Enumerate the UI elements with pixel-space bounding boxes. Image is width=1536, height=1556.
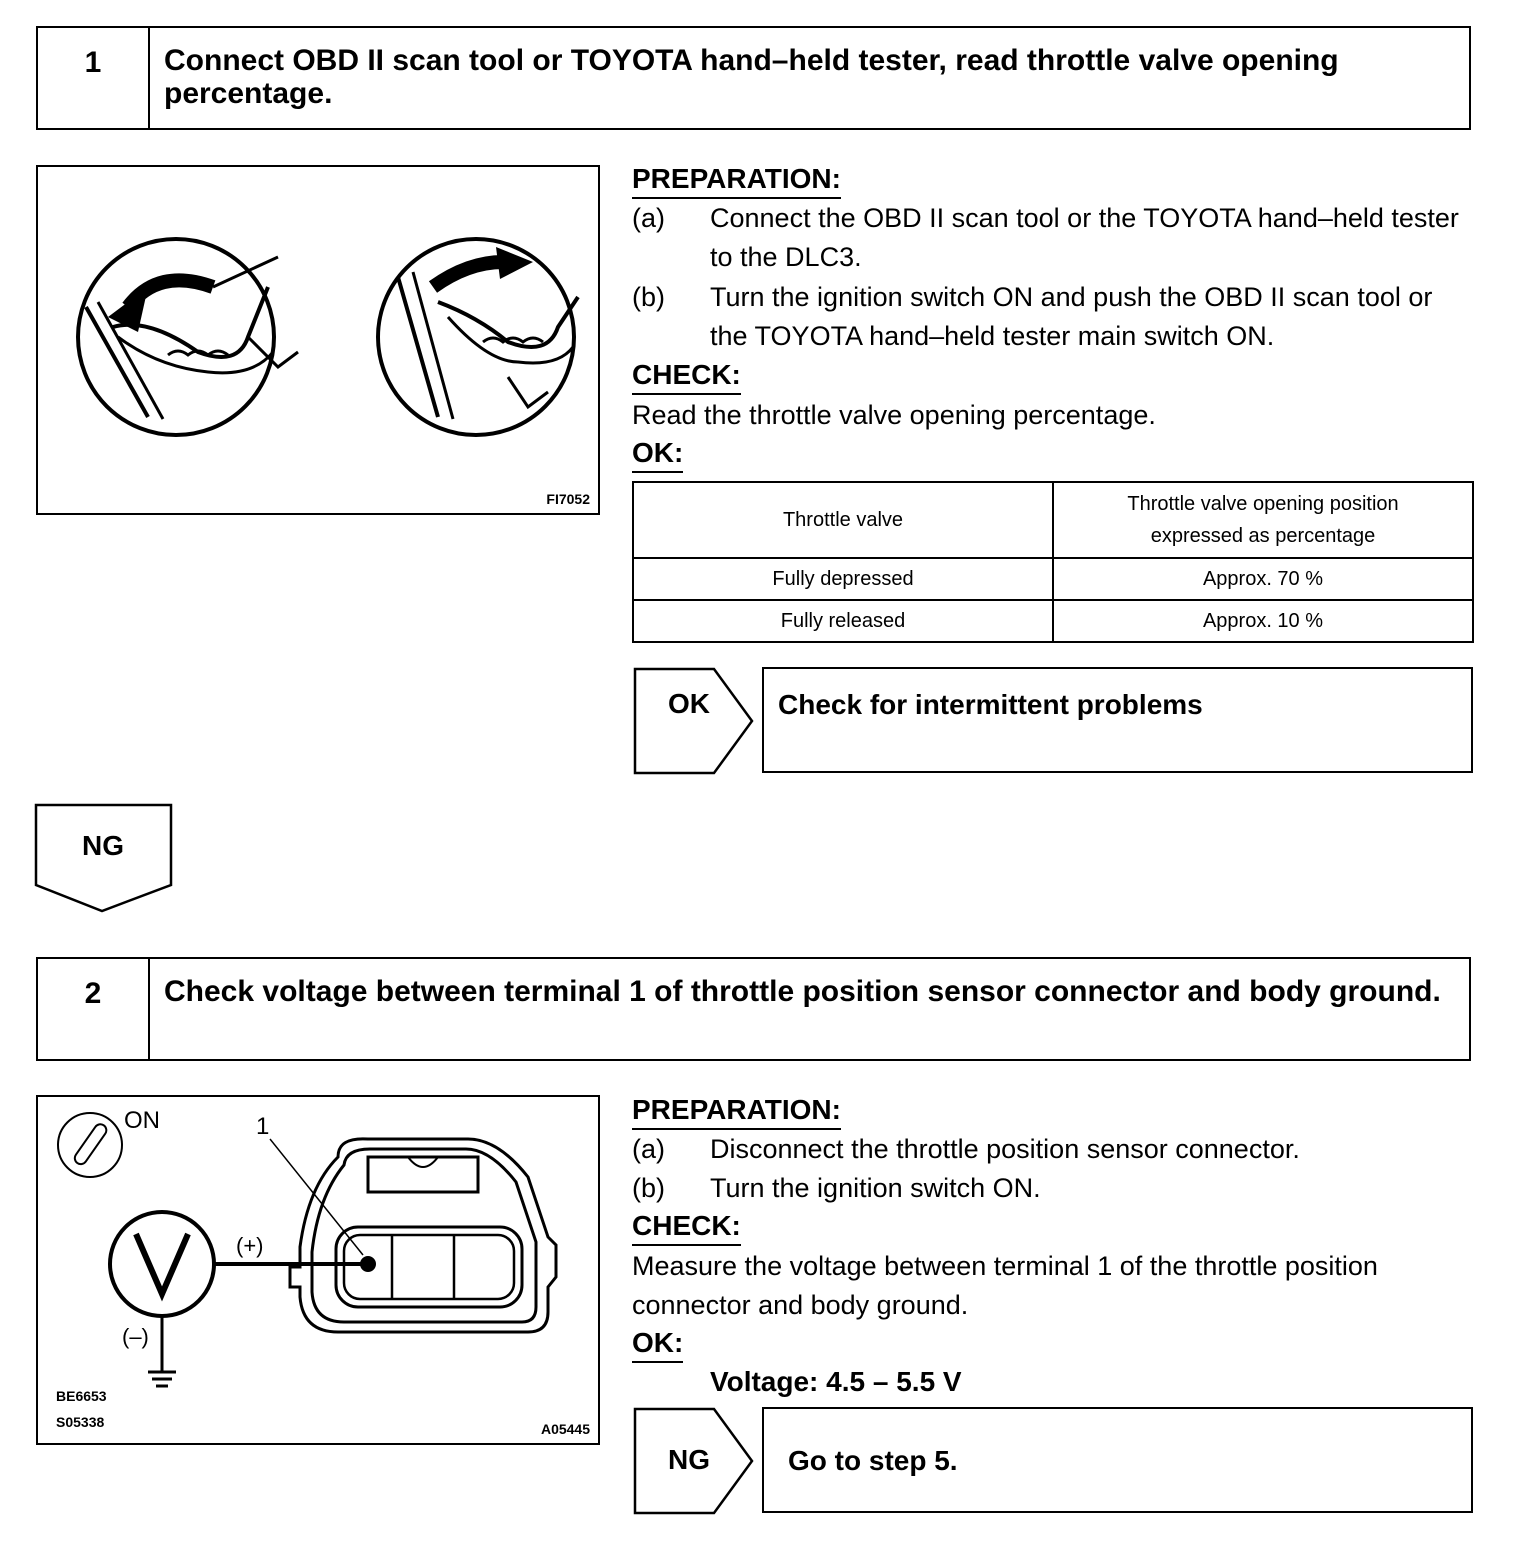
preparation-heading: PREPARATION: (632, 163, 841, 199)
item-text: Turn the ignition switch ON and push the OBD II scan tool or the TOYOTA hand–held tester main switch ON. (710, 282, 1433, 351)
ignition-switch-icon (58, 1113, 122, 1177)
step-title: Connect OBD II scan tool or TOYOTA hand–held tester, read throttle valve opening percentage. (164, 44, 1339, 110)
plus-label: (+) (236, 1233, 264, 1258)
column-header: Throttle valve (633, 482, 1053, 558)
table-row (633, 600, 1473, 642)
connector-icon (290, 1139, 556, 1332)
table-cell: Approx. 10 % (1053, 600, 1473, 642)
preparation-item (632, 1130, 1477, 1169)
ok-heading: OK: (632, 1327, 683, 1363)
item-text: Turn the ignition switch ON. (710, 1173, 1041, 1203)
preparation-item (632, 199, 1477, 277)
ng-result-box (762, 1407, 1473, 1513)
pedal-released-icon (378, 239, 578, 435)
check-text: Measure the voltage between terminal 1 of the throttle position connector and body ground. (632, 1251, 1378, 1320)
table-cell: Approx. 70 % (1053, 558, 1473, 600)
ok-result-text: Check for intermittent problems (778, 689, 1203, 720)
on-label: ON (124, 1107, 160, 1134)
ok-result-box (762, 667, 1473, 773)
table-cell: Fully released (633, 600, 1053, 642)
item-label: (b) (632, 282, 665, 312)
ground-icon (148, 1316, 176, 1386)
voltmeter-icon (110, 1212, 214, 1316)
figure-code: S05338 (56, 1414, 105, 1430)
check-text: Read the throttle valve opening percentage. (632, 400, 1156, 430)
check-heading: CHECK: (632, 1210, 741, 1246)
voltage-check-figure (36, 1095, 600, 1445)
check-heading: CHECK: (632, 359, 741, 395)
table-header-row (633, 482, 1473, 558)
preparation-item (632, 1169, 1477, 1208)
column-header: Throttle valve opening position expressed as percentage (1053, 482, 1473, 558)
ng-result-arrow-label: NG (668, 1444, 710, 1475)
figure-code: BE6653 (56, 1388, 107, 1404)
pedal-illustration (38, 167, 598, 513)
table-row (633, 558, 1473, 600)
throttle-pedal-figure (36, 165, 600, 515)
minus-label: (–) (122, 1324, 149, 1349)
pedal-depressed-icon (78, 239, 298, 435)
figure-code: A05445 (540, 1421, 590, 1437)
voltage-spec: Voltage: 4.5 – 5.5 V (710, 1366, 962, 1397)
connector-illustration (38, 1097, 598, 1443)
step-1-header (36, 26, 1471, 130)
spec-table (632, 481, 1474, 643)
step-number: 2 (38, 959, 150, 1059)
item-label: (b) (632, 1173, 665, 1203)
ng-result-text: Go to step 5. (788, 1445, 958, 1476)
ok-arrow-shape (632, 666, 758, 776)
terminal-label: 1 (256, 1113, 270, 1140)
item-text: Disconnect the throttle position sensor connector. (710, 1134, 1300, 1164)
ng-arrow-label: NG (82, 830, 124, 861)
step-number: 1 (38, 28, 150, 128)
item-label: (a) (632, 203, 665, 233)
item-text: Connect the OBD II scan tool or the TOYOTA hand–held tester to the DLC3. (710, 203, 1459, 272)
ok-heading: OK: (632, 437, 683, 473)
ok-arrow-label: OK (668, 688, 710, 719)
preparation-heading: PREPARATION: (632, 1094, 841, 1130)
preparation-item (632, 278, 1477, 356)
table-cell: Fully depressed (633, 558, 1053, 600)
item-label: (a) (632, 1134, 665, 1164)
step-2-header (36, 957, 1471, 1061)
figure-code: FI7052 (546, 491, 590, 507)
step-title: Check voltage between terminal 1 of throttle position sensor connector and body ground. (164, 975, 1441, 1008)
